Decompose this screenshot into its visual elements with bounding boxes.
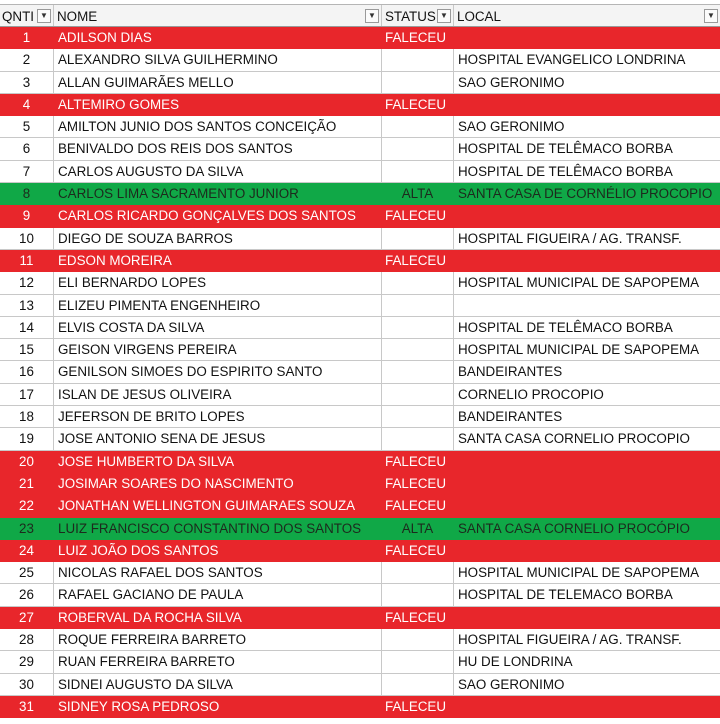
table-row[interactable] — [0, 72, 720, 94]
cell-nome[interactable]: CARLOS AUGUSTO DA SILVA — [54, 161, 382, 182]
cell-local[interactable]: SANTA CASA CORNELIO PROCÓPIO — [458, 520, 690, 536]
cell-status[interactable]: FALECEU — [385, 475, 447, 491]
cell-nome[interactable]: ELVIS COSTA DA SILVA — [54, 317, 382, 338]
cell-nome[interactable]: LUIZ FRANCISCO CONSTANTINO DOS SANTOS — [58, 520, 362, 536]
cell-status[interactable]: ALTA — [401, 520, 434, 536]
column-header-qnt[interactable] — [0, 5, 54, 26]
cell-qnt[interactable]: 14 — [0, 317, 54, 338]
table-row[interactable] — [0, 339, 720, 361]
table-row[interactable] — [0, 205, 720, 227]
cell-status[interactable] — [382, 72, 454, 93]
cell-local[interactable]: HOSPITAL DE TELÊMACO BORBA — [458, 319, 673, 335]
table-body — [0, 27, 720, 718]
table-row[interactable] — [0, 138, 720, 160]
cell-local[interactable]: HOSPITAL MUNICIPAL DE SAPOPEMA — [458, 565, 700, 581]
cell-qnt[interactable]: 21 — [19, 475, 34, 491]
cell-status[interactable]: FALECEU — [385, 30, 447, 45]
cell-nome[interactable]: DIEGO DE SOUZA BARROS — [54, 228, 382, 249]
cell-qnt[interactable]: 18 — [0, 406, 54, 427]
cell-nome[interactable]: BENIVALDO DOS REIS DOS SANTOS — [54, 138, 382, 159]
cell-status[interactable]: ALTA — [401, 186, 434, 202]
cell-status[interactable] — [382, 406, 454, 427]
cell-qnt[interactable]: 15 — [0, 339, 54, 360]
cell-nome[interactable]: JOSE HUMBERTO DA SILVA — [58, 453, 235, 469]
cell-local[interactable]: BANDEIRANTES — [458, 364, 563, 380]
table-row[interactable] — [0, 228, 720, 250]
cell-qnt[interactable]: 1 — [22, 30, 31, 45]
table-row[interactable] — [0, 361, 720, 383]
cell-local[interactable] — [454, 205, 720, 226]
filter-dropdown-icon[interactable]: ▼ — [704, 9, 718, 23]
cell-qnt[interactable]: 10 — [0, 228, 54, 249]
cell-nome[interactable]: AMILTON JUNIO DOS SANTOS CONCEIÇÃO — [54, 116, 382, 137]
cell-status[interactable]: FALECEU — [385, 208, 447, 224]
cell-nome[interactable]: CARLOS RICARDO GONÇALVES DOS SANTOS — [58, 208, 356, 224]
table-row[interactable] — [0, 540, 720, 562]
cell-qnt[interactable]: 5 — [0, 116, 54, 137]
column-header-label: STATUS — [385, 9, 436, 24]
cell-local[interactable] — [454, 540, 720, 561]
cell-qnt[interactable]: 7 — [0, 161, 54, 182]
cell-status[interactable]: FALECEU — [385, 453, 447, 469]
cell-status[interactable]: FALECEU — [385, 252, 447, 268]
column-header-label: LOCAL — [457, 9, 501, 24]
table-row[interactable] — [0, 27, 720, 49]
cell-status[interactable] — [382, 317, 454, 338]
cell-local[interactable] — [454, 94, 720, 115]
table-row[interactable] — [0, 406, 720, 428]
cell-qnt[interactable]: 17 — [0, 384, 54, 405]
cell-qnt[interactable]: 3 — [0, 72, 54, 93]
cell-local[interactable] — [454, 473, 720, 494]
cell-local[interactable]: SANTA CASA CORNELIO PROCOPIO — [458, 431, 690, 447]
cell-qnt[interactable]: 8 — [22, 186, 31, 202]
table-row[interactable] — [0, 584, 720, 606]
cell-qnt[interactable]: 4 — [22, 96, 31, 112]
cell-nome[interactable]: EDSON MOREIRA — [58, 252, 172, 268]
cell-qnt[interactable]: 28 — [0, 629, 54, 650]
cell-qnt[interactable]: 30 — [0, 674, 54, 695]
cell-local[interactable] — [454, 495, 720, 516]
cell-status[interactable]: FALECEU — [385, 609, 447, 625]
cell-status[interactable] — [382, 428, 454, 449]
cell-status[interactable]: FALECEU — [385, 542, 447, 558]
cell-local[interactable]: SANTA CASA DE CORNÉLIO PROCOPIO — [458, 186, 713, 202]
table-row[interactable] — [0, 607, 720, 629]
cell-qnt[interactable]: 29 — [0, 651, 54, 672]
cell-local[interactable]: SAO GERONIMO — [458, 676, 565, 692]
cell-local[interactable]: HOSPITAL DE TELÊMACO BORBA — [458, 141, 673, 157]
header-row — [0, 4, 720, 27]
cell-nome[interactable]: GENILSON SIMOES DO ESPIRITO SANTO — [54, 361, 382, 382]
cell-nome[interactable]: ELIZEU PIMENTA ENGENHEIRO — [54, 295, 382, 316]
cell-nome[interactable]: RAFAEL GACIANO DE PAULA — [54, 584, 382, 605]
cell-nome[interactable]: JONATHAN WELLINGTON GUIMARAES SOUZA — [58, 498, 356, 514]
cell-nome[interactable]: CARLOS LIMA SACRAMENTO JUNIOR — [58, 186, 299, 202]
table-row[interactable] — [0, 674, 720, 696]
cell-nome[interactable]: ADILSON DIAS — [58, 30, 152, 45]
cell-local[interactable]: CORNELIO PROCOPIO — [458, 386, 604, 402]
cell-status[interactable]: FALECEU — [385, 498, 447, 514]
cell-local[interactable]: HU DE LONDRINA — [458, 654, 573, 670]
table-row[interactable] — [0, 518, 720, 540]
table-row[interactable] — [0, 49, 720, 71]
cell-status[interactable]: FALECEU — [385, 698, 447, 714]
cell-nome[interactable]: RUAN FERREIRA BARRETO — [54, 651, 382, 672]
cell-nome[interactable]: LUIZ JOÃO DOS SANTOS — [58, 542, 219, 558]
cell-status[interactable] — [382, 295, 454, 316]
cell-status[interactable] — [382, 161, 454, 182]
cell-nome[interactable]: ROQUE FERREIRA BARRETO — [54, 629, 382, 650]
cell-nome[interactable]: ROBERVAL DA ROCHA SILVA — [58, 609, 242, 625]
column-header-local[interactable] — [454, 5, 720, 26]
column-header-label: QNTI — [2, 9, 34, 24]
cell-local[interactable]: HOSPITAL MUNICIPAL DE SAPOPEMA — [458, 275, 700, 291]
cell-local[interactable] — [454, 607, 720, 628]
cell-nome[interactable]: SIDNEI AUGUSTO DA SILVA — [54, 674, 382, 695]
table-row[interactable] — [0, 451, 720, 473]
cell-qnt[interactable]: 25 — [0, 562, 54, 583]
cell-qnt[interactable]: 24 — [19, 542, 34, 558]
cell-status[interactable] — [382, 228, 454, 249]
cell-local[interactable] — [454, 451, 720, 472]
table-row[interactable] — [0, 295, 720, 317]
cell-qnt[interactable]: 13 — [0, 295, 54, 316]
cell-status[interactable] — [382, 49, 454, 70]
table-row[interactable] — [0, 250, 720, 272]
cell-status[interactable] — [382, 272, 454, 293]
cell-qnt[interactable]: 27 — [19, 609, 34, 625]
cell-qnt[interactable]: 20 — [19, 453, 34, 469]
cell-local[interactable]: HOSPITAL EVANGELICO LONDRINA — [458, 52, 686, 68]
cell-status[interactable] — [382, 361, 454, 382]
column-header-nome[interactable] — [54, 5, 382, 26]
cell-qnt[interactable]: 22 — [19, 498, 34, 514]
table-row[interactable] — [0, 562, 720, 584]
cell-local[interactable]: HOSPITAL FIGUEIRA / AG. TRANSF. — [458, 632, 682, 648]
column-header-status[interactable] — [382, 5, 454, 26]
cell-local[interactable]: SAO GERONIMO — [458, 119, 565, 135]
table-row[interactable] — [0, 384, 720, 406]
cell-local[interactable]: HOSPITAL MUNICIPAL DE SAPOPEMA — [458, 342, 700, 358]
cell-qnt[interactable]: 12 — [0, 272, 54, 293]
cell-nome[interactable]: SIDNEY ROSA PEDROSO — [58, 698, 220, 714]
column-header-label: NOME — [57, 9, 98, 24]
table-row[interactable] — [0, 651, 720, 673]
cell-qnt[interactable]: 23 — [19, 520, 34, 536]
cell-nome[interactable]: JEFERSON DE BRITO LOPES — [54, 406, 382, 427]
cell-local[interactable] — [454, 696, 720, 717]
cell-qnt[interactable]: 6 — [0, 138, 54, 159]
cell-status[interactable] — [382, 629, 454, 650]
cell-status[interactable] — [382, 138, 454, 159]
cell-nome[interactable]: ISLAN DE JESUS OLIVEIRA — [54, 384, 382, 405]
cell-qnt[interactable]: 19 — [0, 428, 54, 449]
cell-nome[interactable]: JOSIMAR SOARES DO NASCIMENTO — [58, 475, 294, 491]
table-row[interactable] — [0, 183, 720, 205]
cell-local[interactable]: HOSPITAL FIGUEIRA / AG. TRANSF. — [458, 230, 682, 246]
cell-qnt[interactable]: 16 — [0, 361, 54, 382]
filter-dropdown-icon[interactable]: ▼ — [365, 9, 379, 23]
filter-dropdown-icon[interactable]: ▼ — [37, 9, 51, 23]
cell-qnt[interactable]: 31 — [19, 698, 34, 714]
table-row[interactable] — [0, 94, 720, 116]
table-row[interactable] — [0, 428, 720, 450]
cell-local[interactable]: BANDEIRANTES — [458, 409, 563, 425]
cell-status[interactable] — [382, 384, 454, 405]
cell-nome[interactable]: NICOLAS RAFAEL DOS SANTOS — [54, 562, 382, 583]
cell-local[interactable]: HOSPITAL DE TELÊMACO BORBA — [458, 163, 673, 179]
table-row[interactable] — [0, 317, 720, 339]
table-row[interactable] — [0, 473, 720, 495]
filter-dropdown-icon[interactable]: ▼ — [437, 9, 451, 23]
cell-local[interactable]: HOSPITAL DE TELEMACO BORBA — [458, 587, 673, 603]
cell-status[interactable] — [382, 562, 454, 583]
table-row[interactable] — [0, 629, 720, 651]
cell-nome[interactable]: JOSE ANTONIO SENA DE JESUS — [54, 428, 382, 449]
cell-status[interactable]: FALECEU — [385, 96, 447, 112]
table-row[interactable] — [0, 696, 720, 718]
cell-local[interactable] — [454, 27, 720, 48]
cell-local[interactable] — [454, 295, 720, 316]
cell-qnt[interactable]: 11 — [19, 252, 34, 268]
cell-local[interactable] — [454, 250, 720, 271]
table-row[interactable] — [0, 116, 720, 138]
cell-status[interactable] — [382, 584, 454, 605]
cell-nome[interactable]: ALLAN GUIMARÃES MELLO — [54, 72, 382, 93]
cell-status[interactable] — [382, 674, 454, 695]
cell-nome[interactable]: ELI BERNARDO LOPES — [54, 272, 382, 293]
table-row[interactable] — [0, 161, 720, 183]
cell-status[interactable] — [382, 651, 454, 672]
cell-qnt[interactable]: 9 — [22, 208, 31, 224]
cell-status[interactable] — [382, 339, 454, 360]
cell-qnt[interactable]: 2 — [0, 49, 54, 70]
cell-nome[interactable]: ALTEMIRO GOMES — [58, 96, 180, 112]
spreadsheet-table — [0, 4, 720, 718]
cell-nome[interactable]: ALEXANDRO SILVA GUILHERMINO — [54, 49, 382, 70]
cell-nome[interactable]: GEISON VIRGENS PEREIRA — [54, 339, 382, 360]
cell-local[interactable]: SAO GERONIMO — [458, 74, 565, 90]
cell-status[interactable] — [382, 116, 454, 137]
table-row[interactable] — [0, 272, 720, 294]
table-row[interactable] — [0, 495, 720, 517]
cell-qnt[interactable]: 26 — [0, 584, 54, 605]
